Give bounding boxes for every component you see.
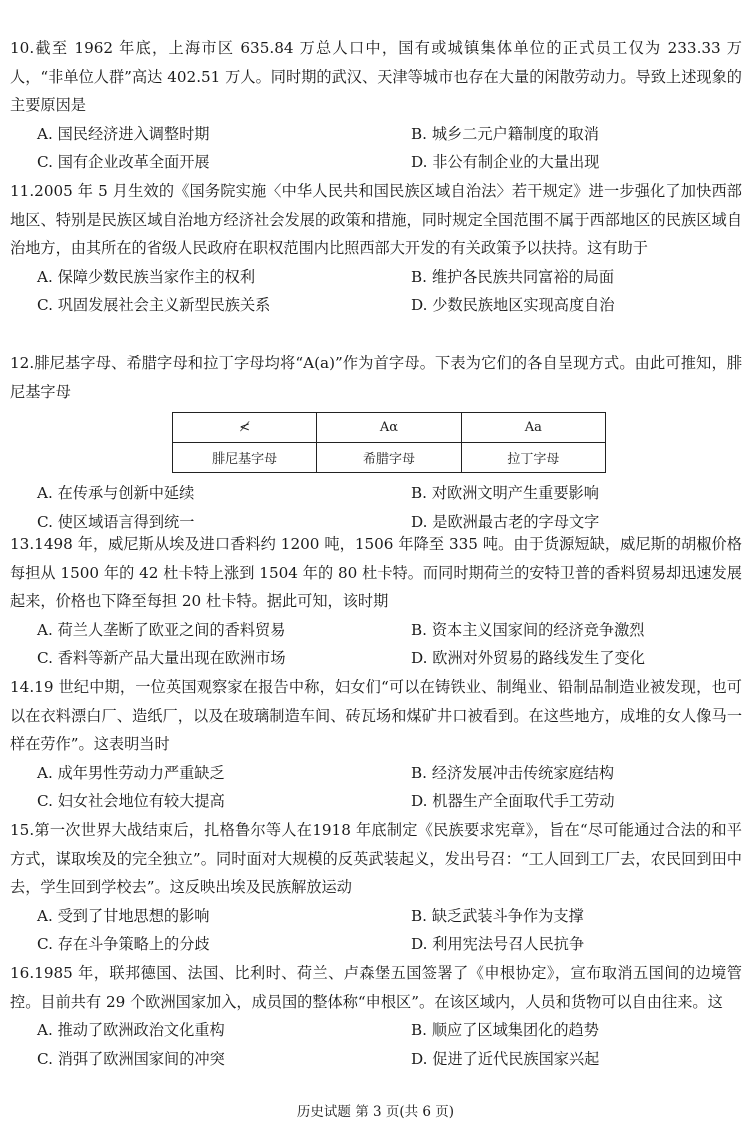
question-stem: [10, 177, 742, 263]
option-d[interactable]: D. 机器生产全面取代手工劳动: [411, 792, 615, 810]
table-cell-phoenician-name: 腓尼基字母: [173, 443, 317, 473]
question-number: 13.: [10, 535, 35, 553]
option-a[interactable]: A. 荷兰人垄断了欧亚之间的香料贸易: [37, 620, 286, 639]
table-cell-greek-glyph: Aα: [317, 413, 461, 443]
table-cell-latin-glyph: Aa: [461, 413, 605, 443]
options-grid: [10, 902, 742, 959]
option-d[interactable]: D. 欧洲对外贸易的路线发生了变化: [411, 649, 645, 667]
question-stem: [10, 816, 742, 902]
question-number: 14.: [10, 678, 35, 696]
table-cell-latin-name: 拉丁字母: [461, 443, 605, 473]
options-grid: [10, 616, 742, 673]
alphabet-table: [172, 412, 606, 473]
options-grid: [10, 479, 742, 536]
option-a[interactable]: A. 成年男性劳动力严重缺乏: [37, 763, 225, 782]
question-stem: [10, 673, 742, 759]
option-c[interactable]: C. 存在斗争策略上的分歧: [37, 935, 210, 953]
question-16: [10, 959, 742, 1073]
option-b[interactable]: B. 经济发展冲击传统家庭结构: [411, 763, 615, 782]
question-15: [10, 816, 742, 959]
question-stem: [10, 530, 742, 616]
option-a[interactable]: A. 在传承与创新中延续: [37, 484, 195, 502]
question-number: 12.: [10, 354, 35, 372]
option-c[interactable]: C. 使区域语言得到统一: [37, 512, 195, 531]
table-cell-phoenician-glyph: ≮: [173, 413, 317, 443]
question-text: 1985 年，联邦德国、法国、比利时、荷兰、卢森堡五国签署了《申根协定》，宣布取消五国间的边境管控。目前共有 29 个欧洲国家加入，成员国的整体称“申根区”。在该区域内，人员和货物可以自由往来。这: [10, 964, 742, 1011]
question-number: 16.: [10, 964, 35, 982]
option-d[interactable]: D. 促进了近代民族国家兴起: [411, 1049, 600, 1068]
question-10: [10, 34, 742, 177]
option-b[interactable]: B. 缺乏武装斗争作为支撑: [411, 906, 584, 925]
option-b[interactable]: B. 维护各民族共同富裕的局面: [411, 267, 615, 286]
option-d[interactable]: D. 少数民族地区实现高度自治: [411, 296, 615, 314]
question-number: 11.: [10, 182, 35, 200]
page-footer: 历史试题 第 3 页(共 6 页): [296, 1104, 455, 1120]
option-b[interactable]: B. 资本主义国家间的经济竞争激烈: [411, 620, 645, 639]
option-b[interactable]: B. 城乡二元户籍制度的取消: [411, 124, 599, 143]
question-text: 19 世纪中期，一位英国观察家在报告中称，妇女们“可以在铸铁业、制绳业、铅制品制造业被发现，也可以在衣料漂白厂、造纸厂，以及在玻璃制造车间、砖瓦场和煤矿井口被看到。在这些地方，成堆的女人像马一样在劳作”。这表明当时: [10, 678, 742, 753]
option-c[interactable]: C. 香料等新产品大量出现在欧洲市场: [37, 649, 286, 667]
option-b[interactable]: B. 对欧洲文明产生重要影响: [411, 484, 599, 502]
option-d[interactable]: D. 利用宪法号召人民抗争: [411, 935, 585, 953]
option-c[interactable]: C. 妇女社会地位有较大提高: [37, 792, 225, 810]
option-a[interactable]: A. 保障少数民族当家作主的权利: [37, 267, 256, 286]
question-number: 10.: [10, 39, 35, 57]
option-a[interactable]: A. 推动了欧洲政治文化重构: [37, 1021, 225, 1039]
question-12: [10, 349, 742, 536]
option-d[interactable]: D. 非公有制企业的大量出现: [411, 153, 600, 171]
question-text: 腓尼基字母、希腊字母和拉丁字母均将“A(a)”作为首字母。下表为它们的各自呈现方式。由此可推知，腓尼基字母: [10, 354, 742, 401]
option-c[interactable]: C. 巩固发展社会主义新型民族关系: [37, 296, 271, 314]
question-14: [10, 673, 742, 816]
question-text: 2005 年 5 月生效的《国务院实施〈中华人民共和国民族区域自治法〉若干规定》进一步强化了加快西部地区、特别是民族区域自治地方经济社会发展的政策和措施，同时规定全国范围不属于西部地区的民族区域自治地方，由其所在的省级人民政府在职权范围内比照西部大开发的有关政策予以扶持。这有助于: [10, 182, 742, 257]
options-grid: [10, 759, 742, 816]
option-a[interactable]: A. 国民经济进入调整时期: [37, 124, 210, 143]
table-row: [173, 443, 606, 473]
question-11: [10, 177, 742, 320]
question-number: 15.: [10, 821, 35, 839]
alphabet-table-wrapper: [172, 412, 742, 473]
question-text: 1498 年，威尼斯从埃及进口香料约 1200 吨，1506 年降至 335 吨。由于货源短缺，威尼斯的胡椒价格每担从 1500 年的 42 杜卡特上涨到 1504 年的 80 杜卡特。而同时期荷兰的安特卫普的香料贸易却迅速发展起来，价格也下降至每担 20 杜卡特。据此可知，该时期: [10, 535, 742, 610]
option-b[interactable]: B. 顺应了区域集团化的趋势: [411, 1021, 599, 1039]
question-stem: [10, 34, 742, 120]
options-grid: [10, 263, 742, 320]
question-text: 第一次世界大战结束后，扎格鲁尔等人在1918 年底制定《民族要求宪章》，旨在“尽可能通过合法的和平方式，谋取埃及的完全独立”。同时面对大规模的反英武装起义，发出号召：“工人回到工厂去，农民回到田中去，学生回到学校去”。这反映出埃及民族解放运动: [10, 821, 742, 896]
option-d[interactable]: D. 是欧洲最古老的字母文字: [411, 512, 600, 531]
question-13: [10, 530, 742, 673]
option-a[interactable]: A. 受到了甘地思想的影响: [37, 906, 210, 925]
table-cell-greek-name: 希腊字母: [317, 443, 461, 473]
table-row: [173, 413, 606, 443]
options-grid: [10, 120, 742, 177]
option-c[interactable]: C. 国有企业改革全面开展: [37, 153, 210, 171]
question-text: 截至 1962 年底，上海市区 635.84 万总人口中，国有或城镇集体单位的正式员工仅为 233.33 万人，“非单位人群”高达 402.51 万人。同时期的武汉、天津等城市也存在大量的闲散劳动力。导致上述现象的主要原因是: [10, 39, 742, 114]
option-c[interactable]: C. 消弭了欧洲国家间的冲突: [37, 1049, 225, 1068]
question-stem: [10, 349, 742, 406]
question-stem: [10, 959, 742, 1016]
options-grid: [10, 1016, 742, 1073]
